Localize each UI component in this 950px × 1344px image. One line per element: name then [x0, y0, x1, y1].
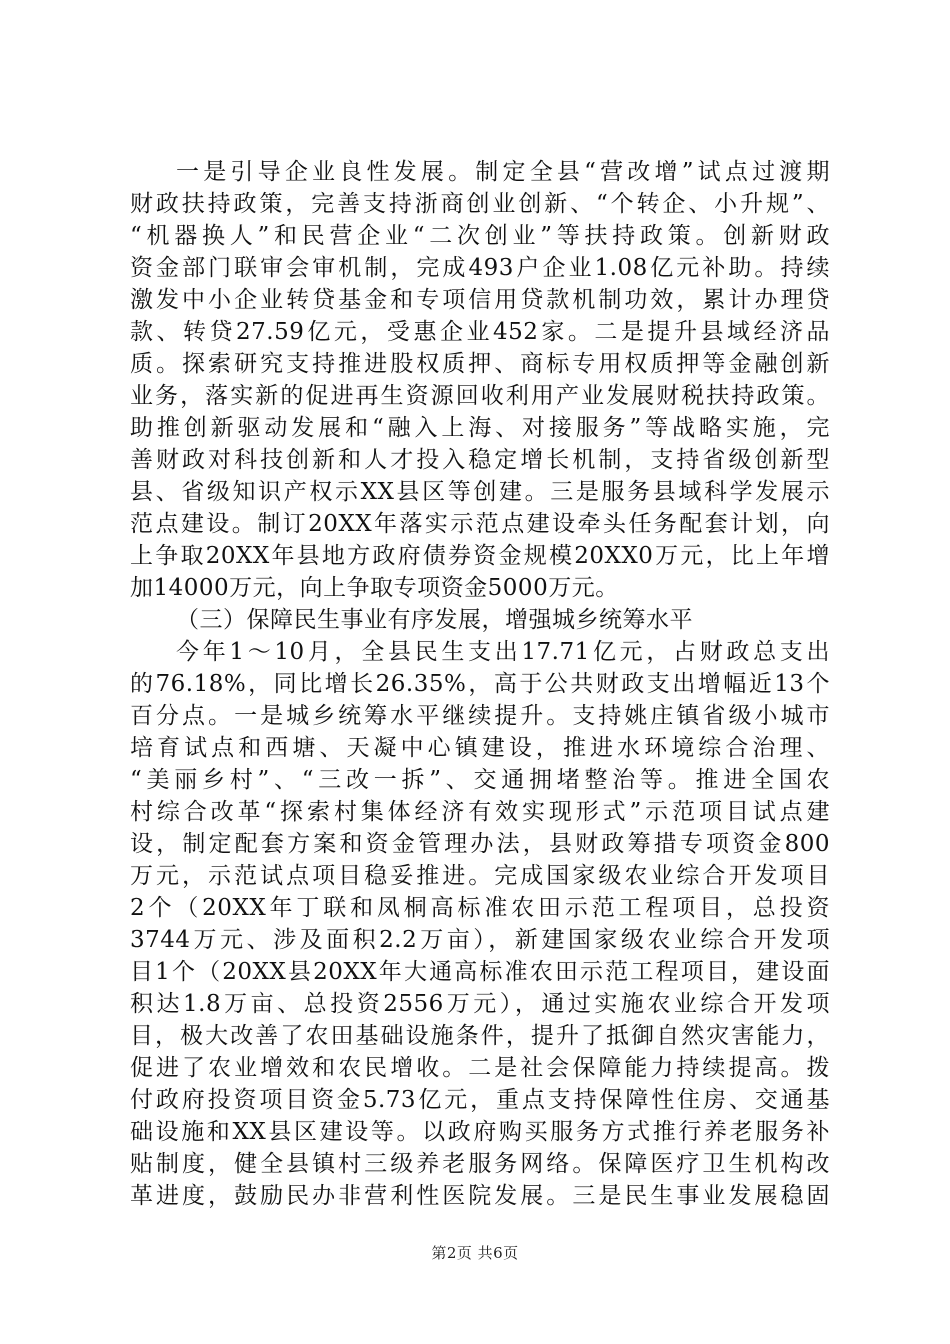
paragraph-line: 款、转贷27.59亿元，受惠企业452家。二是提升县域经济品: [130, 319, 830, 345]
paragraph-line: 县、省级知识产权示XX县区等创建。三是服务县域科学发展示: [130, 479, 830, 505]
paragraph-line: 资金部门联审会审机制，完成493户企业1.08亿元补助。持续: [130, 255, 830, 281]
paragraph-line: 一是引导企业良性发展。制定全县“营改增”试点过渡期: [176, 159, 830, 185]
paragraph-line: 2个（20XX年丁联和凤桐高标准农田示范工程项目，总投资: [130, 895, 830, 921]
paragraph-line: 百分点。一是城乡统筹水平继续提升。支持姚庄镇省级小城市: [130, 703, 830, 729]
paragraph-line: 积达1.8万亩、总投资2556万元），通过实施农业综合开发项: [130, 991, 830, 1017]
paragraph-line: “美丽乡村”、“三改一拆”、交通拥堵整治等。推进全国农: [130, 767, 830, 793]
paragraph-line: 业务，落实新的促进再生资源回收利用产业发展财税扶持政策。: [130, 383, 830, 409]
paragraph-line: 付政府投资项目资金5.73亿元，重点支持保障性住房、交通基: [130, 1087, 830, 1113]
paragraph-line: 目1个（20XX县20XX年大通高标准农田示范工程项目，建设面: [130, 959, 830, 985]
paragraph-line: 培育试点和西塘、天凝中心镇建设，推进水环境综合治理、: [130, 735, 830, 761]
paragraph-line: 万元，示范试点项目稳妥推进。完成国家级农业综合开发项目: [130, 863, 830, 889]
paragraph-line: 上争取20XX年县地方政府债券资金规模20XX0万元，比上年增: [130, 543, 830, 569]
paragraph-line: 善财政对科技创新和人才投入稳定增长机制，支持省级创新型: [130, 447, 830, 473]
paragraph-line: 促进了农业增效和农民增收。二是社会保障能力持续提高。拨: [130, 1055, 830, 1081]
paragraph-line: 3744万元、涉及面积2.2万亩），新建国家级农业综合开发项: [130, 927, 830, 953]
paragraph-line: 设，制定配套方案和资金管理办法，县财政筹措专项资金800: [130, 831, 830, 857]
paragraph-line: 助推创新驱动发展和“融入上海、对接服务”等战略实施，完: [130, 415, 830, 441]
page-number-footer: 第2页 共6页: [431, 1244, 519, 1262]
paragraph-line: 范点建设。制订20XX年落实示范点建设牵头任务配套计划，向: [130, 511, 830, 537]
paragraph-line: 质。探索研究支持推进股权质押、商标专用权质押等金融创新: [130, 351, 830, 377]
paragraph-line: 的76.18%，同比增长26.35%，高于公共财政支出增幅近13个: [130, 671, 830, 697]
paragraph-line: “机器换人”和民营企业“二次创业”等扶持政策。创新财政: [130, 223, 830, 249]
paragraph-line: 贴制度，健全县镇村三级养老服务网络。保障医疗卫生机构改: [130, 1151, 830, 1177]
paragraph-line: 激发中小企业转贷基金和专项信用贷款机制功效，累计办理贷: [130, 287, 830, 313]
paragraph-line: 础设施和XX县区建设等。以政府购买服务方式推行养老服务补: [130, 1119, 830, 1145]
section-heading: （三）保障民生事业有序发展，增强城乡统筹水平: [176, 607, 693, 633]
paragraph-line: 村综合改革“探索村集体经济有效实现形式”示范项目试点建: [130, 799, 830, 825]
paragraph-line: 财政扶持政策，完善支持浙商创业创新、“个转企、小升规”、: [130, 191, 830, 217]
document-body: [130, 156, 830, 1212]
paragraph-line: 目，极大改善了农田基础设施条件，提升了抵御自然灾害能力，: [130, 1023, 830, 1049]
paragraph-line: 革进度，鼓励民办非营利性医院发展。三是民生事业发展稳固: [130, 1183, 830, 1209]
paragraph-line: 加14000万元，向上争取专项资金5000万元。: [130, 575, 619, 601]
paragraph-line: 今年1～10月，全县民生支出17.71亿元，占财政总支出: [176, 639, 830, 665]
